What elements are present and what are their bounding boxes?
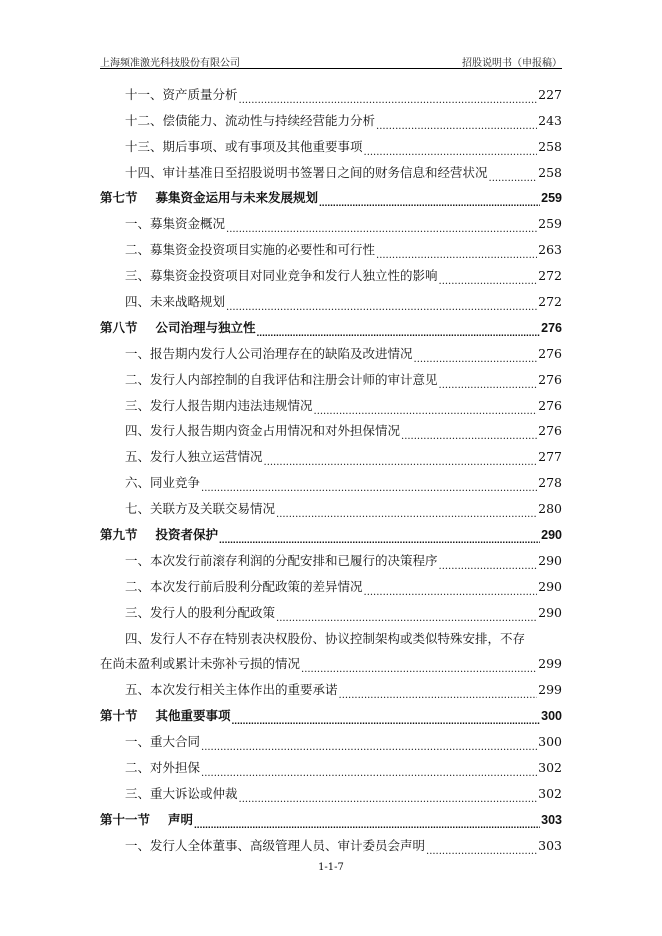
toc-entry-title: 在尚未盈利或累计未弥补亏损的情况 xyxy=(100,656,301,672)
toc-entry-title: 五、发行人独立运营情况 xyxy=(125,449,263,465)
toc-entry-title: 三、重大诉讼或仲裁 xyxy=(125,785,238,801)
toc-leader-dots xyxy=(239,90,538,104)
toc-page-number: 272 xyxy=(538,294,562,310)
toc-entry-title: 二、募集资金投资项目实施的必要性和可行性 xyxy=(125,242,376,258)
toc-entry[interactable] xyxy=(100,777,562,803)
toc-page-number: 276 xyxy=(541,320,562,335)
header-doc-title: 招股说明书（申报稿） xyxy=(462,58,562,69)
toc-entry[interactable] xyxy=(100,415,562,441)
toc-leader-dots xyxy=(219,530,540,544)
toc-page-number: 276 xyxy=(538,371,562,387)
toc-entry[interactable] xyxy=(100,130,562,156)
toc-leader-dots xyxy=(426,841,537,855)
toc-section-number: 第八节 xyxy=(100,320,138,335)
toc-entry[interactable] xyxy=(100,104,562,130)
toc-section-number: 第七节 xyxy=(100,191,138,206)
toc-entry-title: 五、本次发行相关主体作出的重要承诺 xyxy=(125,682,338,698)
toc-page-number: 303 xyxy=(538,837,562,853)
toc-leader-dots xyxy=(319,193,540,207)
toc-page-number: 258 xyxy=(538,138,562,154)
toc-entry-title: 十二、偿债能力、流动性与持续经营能力分析 xyxy=(125,112,376,128)
toc-entry[interactable] xyxy=(100,78,562,104)
toc-leader-dots xyxy=(226,297,537,311)
toc-entry-title: 二、对外担保 xyxy=(125,760,201,776)
header-company: 上海频准激光科技股份有限公司 xyxy=(100,58,240,69)
toc-entry-title: 三、发行人的股利分配政策 xyxy=(125,604,276,620)
toc-page-number: 290 xyxy=(538,552,562,568)
toc-page-number: 276 xyxy=(538,423,562,439)
toc-leader-dots xyxy=(232,711,541,725)
toc-leader-dots xyxy=(376,245,537,259)
toc-page-number: 290 xyxy=(538,578,562,594)
toc-page-number: 258 xyxy=(538,164,562,180)
toc-leader-dots xyxy=(201,478,537,492)
toc-leader-dots xyxy=(201,737,537,751)
toc-entry-title: 七、关联方及关联交易情况 xyxy=(125,501,276,517)
toc-entry[interactable] xyxy=(100,492,562,518)
toc-section-number: 第十一节 xyxy=(100,812,151,827)
toc-section-heading[interactable] xyxy=(100,699,562,725)
page-number: 1-1-7 xyxy=(318,862,344,873)
toc-page-number: 278 xyxy=(538,475,562,491)
toc-entry-title: 十四、审计基准日至招股说明书签署日之间的财务信息和经营状况 xyxy=(125,164,488,180)
toc-entry-title: 十三、期后事项、或有事项及其他重要事项 xyxy=(125,138,363,154)
toc-entry[interactable] xyxy=(100,285,562,311)
toc-leader-dots xyxy=(401,426,537,440)
toc-entry-title: 一、报告期内发行人公司治理存在的缺陷及改进情况 xyxy=(125,345,413,361)
toc-entry[interactable] xyxy=(100,596,562,622)
toc-entry-title: 六、同业竞争 xyxy=(125,475,201,491)
toc-leader-dots xyxy=(339,685,538,699)
toc-entry[interactable] xyxy=(100,829,562,855)
toc-entry[interactable] xyxy=(100,233,562,259)
toc-entry[interactable] xyxy=(100,363,562,389)
toc-entry[interactable] xyxy=(100,544,562,570)
toc-leader-dots xyxy=(364,142,538,156)
toc-section-heading[interactable] xyxy=(100,311,562,337)
toc-page-number: 302 xyxy=(538,785,562,801)
toc-entry[interactable] xyxy=(100,156,562,182)
toc-entry-title: 一、本次发行前滚存利润的分配安排和已履行的决策程序 xyxy=(125,552,438,568)
toc-entry[interactable] xyxy=(100,725,562,751)
toc-leader-dots xyxy=(376,116,537,130)
header-rule xyxy=(100,68,562,69)
toc-page-number: 299 xyxy=(538,682,562,698)
toc-entry[interactable] xyxy=(100,337,562,363)
toc-entry[interactable] xyxy=(100,440,562,466)
toc-page-number: 259 xyxy=(538,216,562,232)
toc-leader-dots xyxy=(439,375,538,389)
toc-section-heading[interactable] xyxy=(100,803,562,829)
toc-leader-dots xyxy=(226,219,537,233)
toc-entry-title: 一、发行人全体董事、高级管理人员、审计委员会声明 xyxy=(125,837,426,853)
toc-entry-title: 投资者保护 xyxy=(155,528,219,543)
toc-page-number: 300 xyxy=(538,734,562,750)
toc-page-number: 259 xyxy=(541,191,562,206)
toc-entry[interactable] xyxy=(100,389,562,415)
toc-section-heading[interactable] xyxy=(100,182,562,208)
toc-leader-dots xyxy=(264,452,538,466)
toc-entry-title: 十一、资产质量分析 xyxy=(125,86,238,102)
toc-entry[interactable] xyxy=(100,466,562,492)
toc-page-number: 277 xyxy=(538,449,562,465)
toc-leader-dots xyxy=(194,815,540,829)
toc-entry[interactable] xyxy=(100,570,562,596)
toc-entry-title: 三、募集资金投资项目对同业竞争和发行人独立性的影响 xyxy=(125,268,438,284)
toc-page-number: 290 xyxy=(541,528,562,543)
toc-entry[interactable] xyxy=(100,207,562,233)
toc-section-number: 第十节 xyxy=(100,709,138,724)
toc-leader-dots xyxy=(239,789,538,803)
toc-entry[interactable] xyxy=(100,673,562,699)
toc-leader-dots xyxy=(414,349,538,363)
toc-leader-dots xyxy=(257,323,541,337)
toc-leader-dots xyxy=(276,504,537,518)
toc-entry-title: 四、发行人不存在特别表决权股份、协议控制架构或类似特殊安排，不存 xyxy=(125,630,526,646)
toc-entry-title: 四、未来战略规划 xyxy=(125,294,226,310)
toc-section-number: 第九节 xyxy=(100,528,138,543)
toc-leader-dots xyxy=(276,608,537,622)
toc-leader-dots xyxy=(364,582,538,596)
toc-page-number: 303 xyxy=(541,812,562,827)
toc-entry-title: 二、本次发行前后股利分配政策的差异情况 xyxy=(125,578,363,594)
toc-page-number: 276 xyxy=(538,345,562,361)
toc-leader-dots xyxy=(314,401,538,415)
toc-page-number: 290 xyxy=(538,604,562,620)
toc-section-heading[interactable] xyxy=(100,518,562,544)
toc-entry[interactable] xyxy=(100,648,562,674)
toc-page-number: 300 xyxy=(541,709,562,724)
toc-entry-title: 一、募集资金概况 xyxy=(125,216,226,232)
toc-page-number: 276 xyxy=(538,397,562,413)
toc-leader-dots xyxy=(439,271,538,285)
toc-entry[interactable] xyxy=(100,622,562,648)
toc-leader-dots xyxy=(439,556,538,570)
toc-page-number: 272 xyxy=(538,268,562,284)
toc-entry[interactable] xyxy=(100,751,562,777)
toc-entry-title: 声明 xyxy=(168,812,194,827)
toc-leader-dots xyxy=(201,763,537,777)
toc-entry-title: 一、重大合同 xyxy=(125,734,201,750)
toc-leader-dots xyxy=(301,659,537,673)
toc-entry-title: 三、发行人报告期内违法违规情况 xyxy=(125,397,313,413)
toc-page-number: 263 xyxy=(538,242,562,258)
toc-page-number: 227 xyxy=(538,86,562,102)
toc-entry-title: 募集资金运用与未来发展规划 xyxy=(155,191,319,206)
toc-entry-title: 其他重要事项 xyxy=(155,709,231,724)
toc-entry-title: 二、发行人内部控制的自我评估和注册会计师的审计意见 xyxy=(125,371,438,387)
toc-page-number: 280 xyxy=(538,501,562,517)
toc-entry-title: 四、发行人报告期内资金占用情况和对外担保情况 xyxy=(125,423,401,439)
toc-page-number: 299 xyxy=(538,656,562,672)
toc-entry-title: 公司治理与独立性 xyxy=(155,320,256,335)
table-of-contents xyxy=(100,78,562,855)
toc-entry[interactable] xyxy=(100,259,562,285)
toc-page-number: 302 xyxy=(538,760,562,776)
toc-page-number: 243 xyxy=(538,112,562,128)
toc-leader-dots xyxy=(489,168,538,182)
